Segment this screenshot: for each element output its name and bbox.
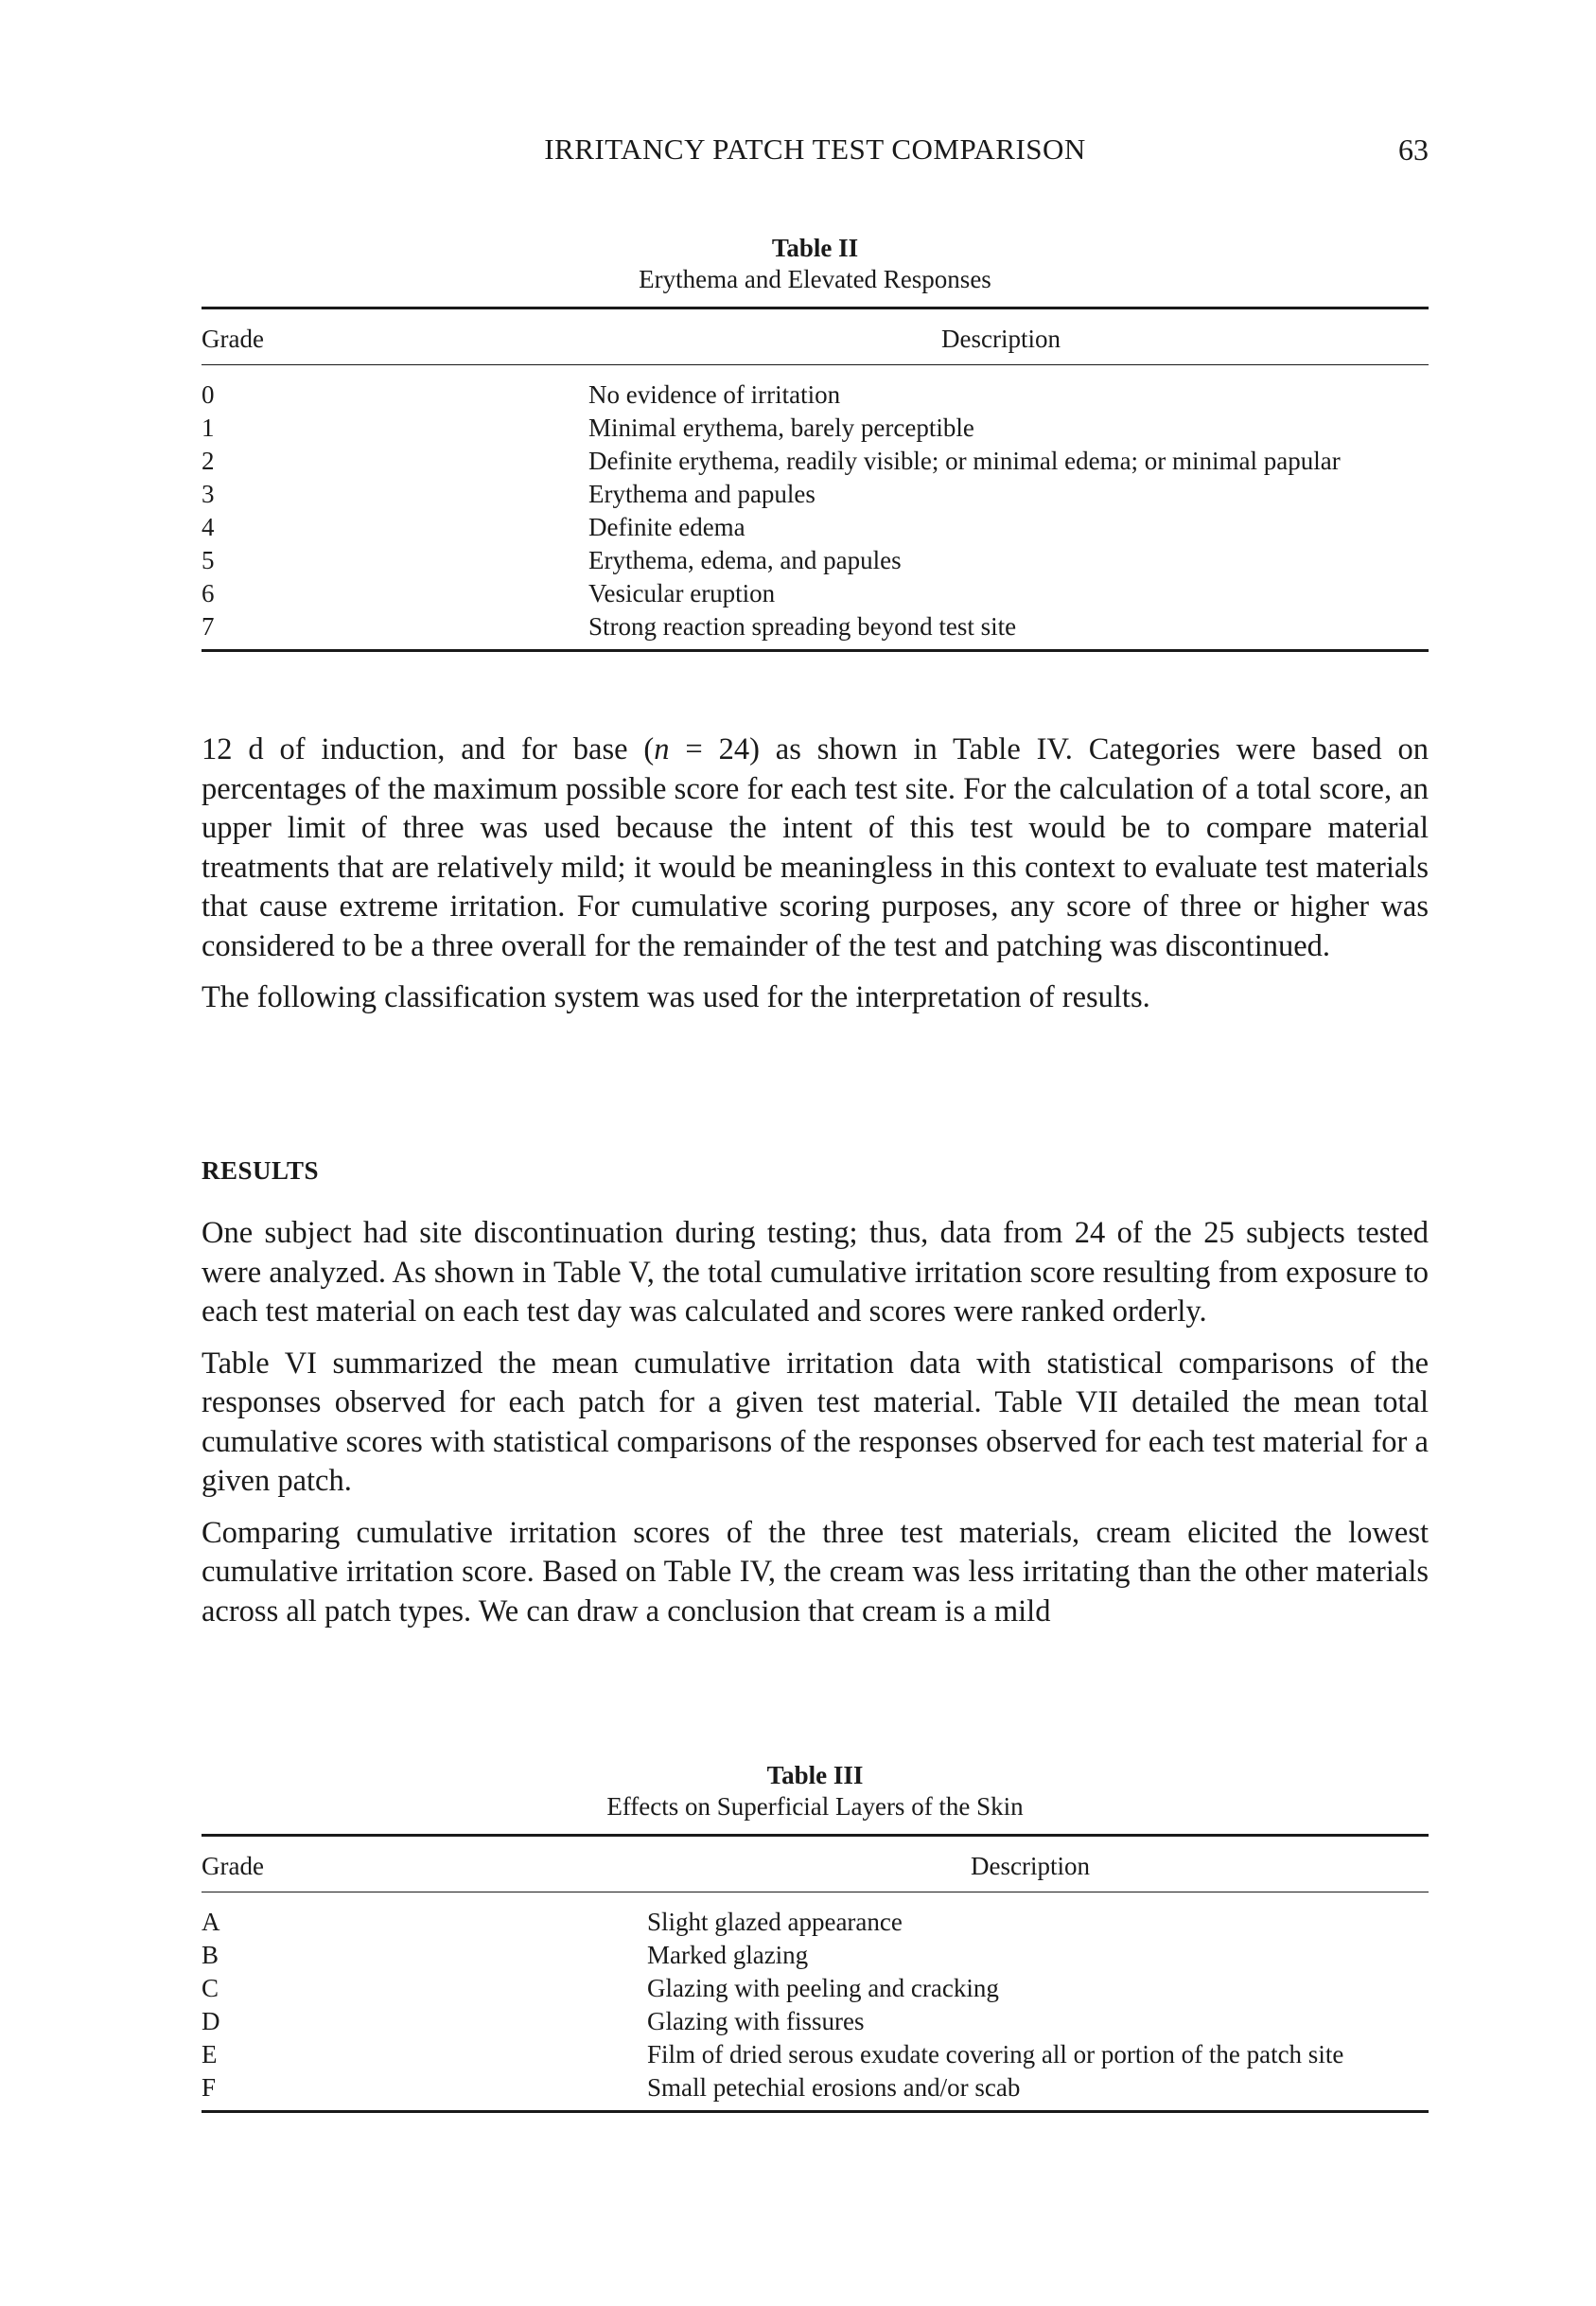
description-cell: Definite erythema, readily visible; or minimal edema; or minimal papular xyxy=(588,447,1341,475)
grade-cell: D xyxy=(202,2007,220,2035)
table-2-label: Table II xyxy=(771,234,859,262)
table-2-header-row xyxy=(202,309,1429,364)
grade-cell: 2 xyxy=(202,447,215,475)
table-row xyxy=(202,2071,1429,2104)
table-2-bottom-rule xyxy=(202,649,1429,652)
results-text xyxy=(202,1214,1429,1644)
paragraph-text: 12 d of induction, and for base ( xyxy=(202,732,655,766)
description-cell: Vesicular eruption xyxy=(588,579,776,607)
description-cell: Glazing with peeling and cracking xyxy=(647,1974,999,2002)
description-cell: No evidence of irritation xyxy=(588,380,841,409)
results-heading: RESULTS xyxy=(202,1156,320,1185)
paragraph: Table VI summarized the mean cumulative irritation data with statistical comparisons of the responses observed for each patch for a given test material. Table VII detailed the mean total cumulative scores with statistical comparisons of the responses observed for each test material for a given patch. xyxy=(202,1346,1429,1498)
table-row xyxy=(202,412,1429,445)
grade-cell: A xyxy=(202,1908,220,1936)
grade-cell: 3 xyxy=(202,480,215,508)
grade-cell: 7 xyxy=(202,612,215,641)
description-cell: Film of dried serous exudate covering all or portion of the patch site xyxy=(647,2040,1344,2068)
table-2-grade-header: Grade xyxy=(202,325,264,353)
grade-cell: 0 xyxy=(202,380,215,409)
table-3-description-header: Description xyxy=(971,1852,1090,1880)
table-3-grade-header: Grade xyxy=(202,1852,264,1880)
table-row xyxy=(202,511,1429,544)
table-3-header-row xyxy=(202,1837,1429,1892)
description-cell: Marked glazing xyxy=(647,1941,809,1969)
table-row xyxy=(202,2038,1429,2071)
grade-cell: E xyxy=(202,2040,218,2068)
grade-cell: B xyxy=(202,1941,219,1969)
grade-cell: F xyxy=(202,2073,217,2102)
description-cell: Erythema and papules xyxy=(588,480,816,508)
grade-cell: 5 xyxy=(202,546,215,574)
table-3-bottom-rule xyxy=(202,2110,1429,2113)
paragraph: One subject had site discontinuation during testing; thus, data from 24 of the 25 subjects tested were analyzed. As shown in Table V, the total cumulative irritation score resulting from exposure to each test material on each test day was calculated and scores were ranked orderly. xyxy=(202,1216,1429,1329)
grade-cell: C xyxy=(202,1974,219,2002)
table-row xyxy=(202,544,1429,577)
table-row xyxy=(202,478,1429,511)
table-3-body xyxy=(202,1892,1429,2110)
table-row xyxy=(202,2005,1429,2038)
table-row xyxy=(202,1972,1429,2005)
table-2-description-header: Description xyxy=(941,325,1061,353)
running-header xyxy=(202,132,1429,170)
table-row xyxy=(202,378,1429,412)
table-2-body xyxy=(202,365,1429,649)
table-3-label: Table III xyxy=(766,1761,864,1789)
table-row xyxy=(202,577,1429,610)
table-2-caption: Erythema and Elevated Responses xyxy=(639,265,991,293)
table-3-caption: Effects on Superficial Layers of the Skin xyxy=(606,1792,1024,1821)
paragraph: The following classification system was used for the interpretation of results. xyxy=(202,980,1150,1014)
grade-cell: 4 xyxy=(202,513,215,541)
description-cell: Small petechial erosions and/or scab xyxy=(647,2073,1021,2102)
table-row xyxy=(202,1939,1429,1972)
description-cell: Erythema, edema, and papules xyxy=(588,546,902,574)
n-variable: n xyxy=(654,732,670,766)
paragraph-text: = 24) as shown in Table IV. Categories were based on percentages of the maximum possible score for each test site. For the calculation of a total score, an upper limit of three was used because the intent of this test would be to compare material treatments that are relatively mild; it would be meaningless in this context to evaluate test materials that cause extreme irritation. For cumulative scoring purposes, any score of three or higher was considered to be a three overall for the remainder of the test and patching was discontinued. xyxy=(202,732,1429,963)
description-cell: Minimal erythema, barely perceptible xyxy=(588,414,974,442)
table-3 xyxy=(202,1760,1429,2113)
table-row xyxy=(202,445,1429,478)
table-row xyxy=(202,610,1429,643)
description-cell: Definite edema xyxy=(588,513,745,541)
description-cell: Slight glazed appearance xyxy=(647,1908,903,1936)
table-2 xyxy=(202,233,1429,652)
paragraph xyxy=(202,731,1429,966)
page-number: 63 xyxy=(1398,132,1429,167)
body-text xyxy=(202,731,1429,1030)
paragraph: Comparing cumulative irritation scores of the three test materials, cream elicited the lowest cumulative irritation score. Based on Table IV, the cream was less irritating than the other materials across all patch types. We can draw a conclusion that cream is a mild xyxy=(202,1515,1429,1628)
description-cell: Glazing with fissures xyxy=(647,2007,865,2035)
table-row xyxy=(202,1906,1429,1939)
grade-cell: 1 xyxy=(202,414,215,442)
grade-cell: 6 xyxy=(202,579,215,607)
description-cell: Strong reaction spreading beyond test site xyxy=(588,612,1017,641)
running-title: IRRITANCY PATCH TEST COMPARISON xyxy=(544,132,1086,166)
